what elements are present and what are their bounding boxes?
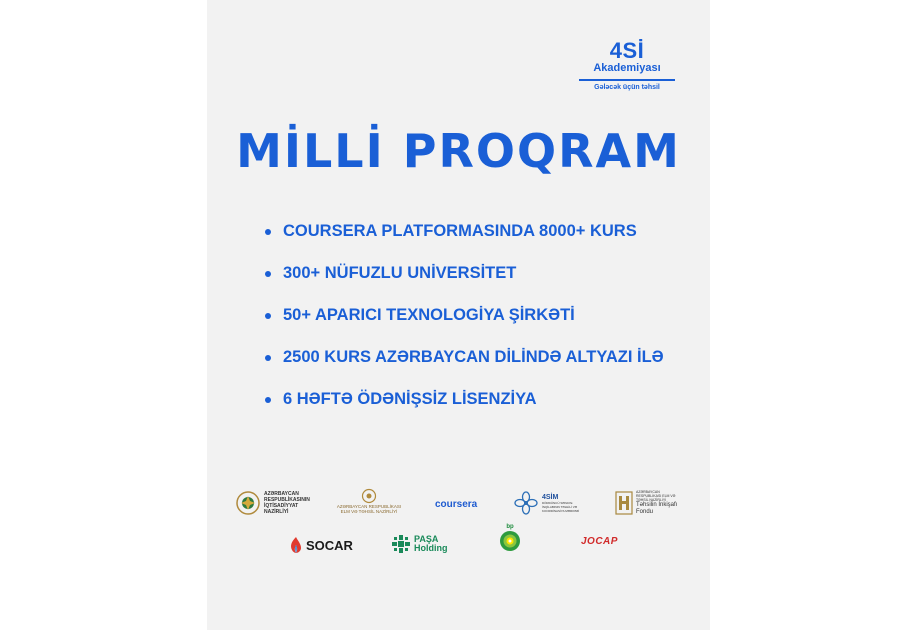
brand-name: 4Sİ [609, 38, 645, 63]
page-title: MİLLİ PROQRAM [236, 124, 681, 178]
socar-wordmark: SOCAR [306, 537, 353, 553]
list-item-label: 50+ APARICI TEXNOLOGİYA ŞİRKƏTİ [283, 306, 575, 324]
education-fund-name: Təhsilin İnkişafı Fondu [636, 502, 678, 515]
bp-wordmark: bp [506, 524, 514, 530]
list-item [265, 262, 664, 304]
education-fund-ministry: AZƏRBAYCAN RESPUBLİKASI ELM VƏ TƏHSİL NAZİRLİYİ [636, 490, 676, 502]
bullet-icon [265, 397, 271, 403]
education-fund-text [636, 490, 684, 516]
brand-subtitle: Akademiyası [593, 62, 661, 74]
socar-logo [289, 536, 353, 554]
list-item-label: 2500 KURS AZƏRBAYCAN DİLİNDƏ ALTYAZI İLƏ [283, 348, 664, 366]
4sim-logo [513, 490, 586, 516]
brand-logo [579, 40, 675, 91]
poster [207, 0, 710, 630]
pasha-emblem-icon [391, 534, 411, 554]
partner-logos-row-1 [235, 488, 685, 522]
bp-logo [499, 524, 521, 552]
bullet-icon [265, 355, 271, 361]
flame-icon [289, 536, 303, 554]
list-item-label: 6 HƏFTƏ ÖDƏNİŞSİZ LİSENZİYA [283, 390, 537, 408]
education-fund-logo [615, 490, 684, 516]
economy-ministry-logo [235, 490, 308, 516]
pasha-holding-logo [391, 534, 450, 554]
list-item [265, 388, 664, 430]
pasha-wordmark: PAŞA Holding [414, 534, 448, 553]
bullet-icon [265, 271, 271, 277]
bullet-icon [265, 229, 271, 235]
education-ministry-logo [333, 488, 405, 514]
jocap-logo [581, 536, 618, 547]
list-item-label: 300+ NÜFUZLU UNİVERSİTET [283, 264, 517, 282]
fund-emblem-icon [615, 491, 633, 515]
jocap-wordmark: JOCAP [581, 536, 618, 547]
flower-icon [513, 490, 539, 516]
partner-logos-row-2 [287, 524, 637, 560]
list-item [265, 304, 664, 346]
brand-divider [579, 79, 675, 81]
brand-tagline: Gələcək üçün təhsil [594, 84, 660, 91]
4sim-name: 4SİM [542, 493, 559, 501]
list-item-label: COURSERA PLATFORMASINDA 8000+ KURS [283, 222, 637, 240]
economy-ministry-text: AZƏRBAYCAN RESPUBLİKASININ İQTİSADİYYAT NAZİRLİYİ [264, 491, 310, 515]
4sim-text [542, 494, 586, 513]
benefits-list [265, 220, 664, 430]
list-item [265, 346, 664, 388]
education-ministry-text: AZƏRBAYCAN RESPUBLİKASI ELM VƏ TƏHSİL NAZİRLİYİ [336, 504, 402, 514]
coursera-logo [435, 499, 477, 510]
emblem-icon [235, 490, 261, 516]
coursera-wordmark: coursera [435, 499, 478, 510]
emblem-icon [361, 488, 377, 504]
list-item [265, 220, 664, 262]
bullet-icon [265, 313, 271, 319]
helios-icon [499, 530, 521, 552]
4sim-subtitle: DÖRDÜNCÜ SƏNAYE İNQİLABININ TƏHLİLİ VƏ KOORDİNASİYA MƏRKƏZİ [542, 500, 580, 513]
